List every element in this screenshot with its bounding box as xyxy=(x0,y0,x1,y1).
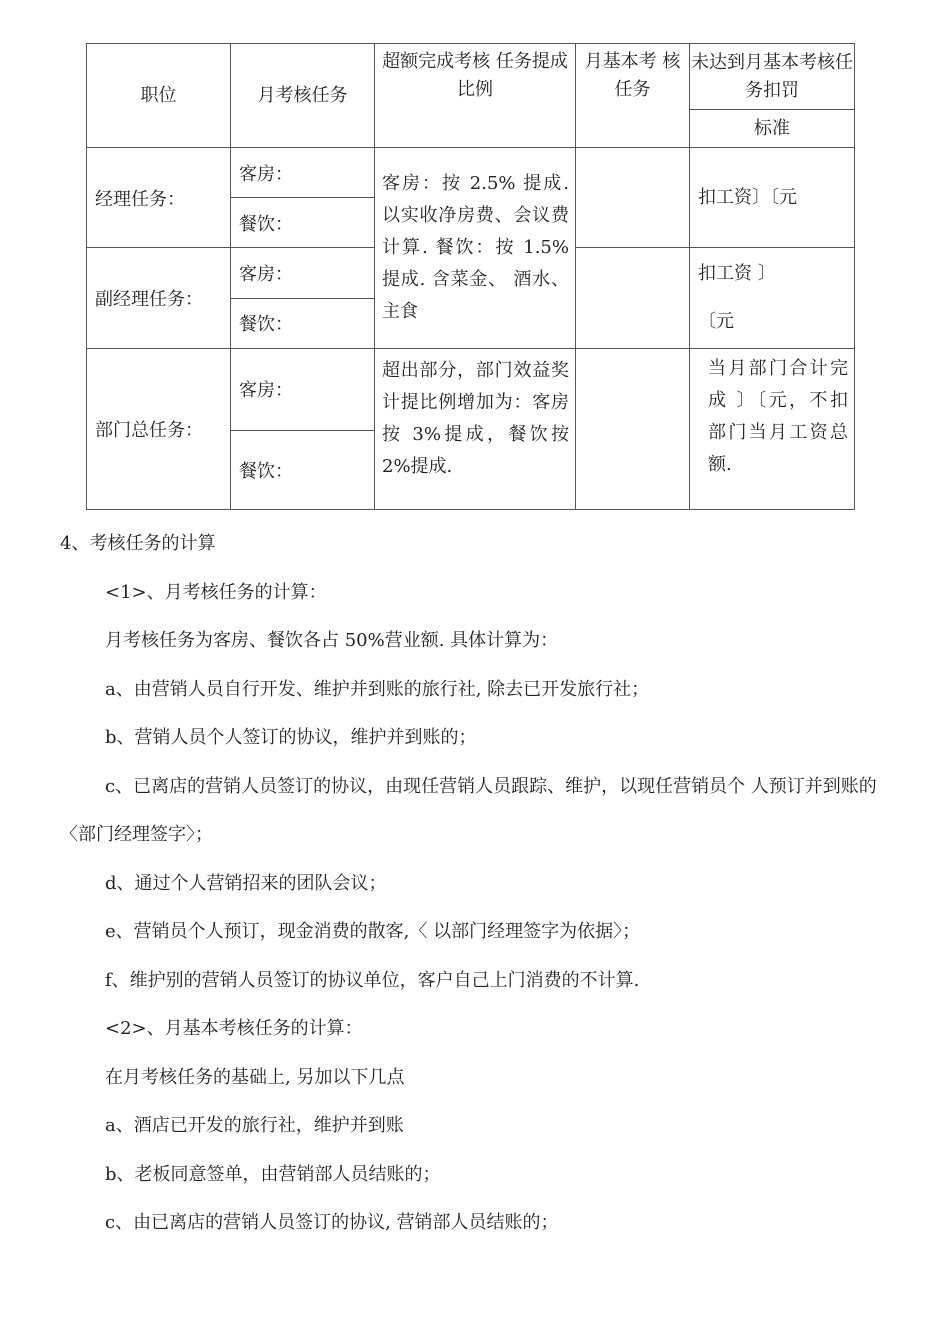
row-dept-room: 客房： xyxy=(231,348,375,430)
dept-basic-task-cell xyxy=(576,348,690,509)
header-excess-ratio: 超额完成考核 任务提成比例 xyxy=(375,44,576,148)
document-body xyxy=(60,520,900,1248)
paragraph-basic-intro: 在月考核任务的基础上, 另加以下几点 xyxy=(105,1066,405,1088)
dept-ratio-cell: 超出部分，部门效益奖计提比例增加为：客房按 3%提成，餐饮按 2%提成. xyxy=(375,348,576,509)
row-deputy-food: 餐饮： xyxy=(231,298,375,348)
dept-penalty-cell: 当月部门合计完成 〕〔元，不扣部门当月工资总额. xyxy=(690,348,855,509)
list-item-e: e、营销员个人预订，现金消费的散客,〈 以部门经理签字为依据〉； xyxy=(105,921,641,942)
list-item-b: b、营销人员个人签订的协议，维护并到账的； xyxy=(105,727,477,748)
deputy-penalty-line-1: 扣工资 〕 xyxy=(698,263,776,284)
manager-ratio-cell: 客房：按 2.5% 提成. 以实收净房费、会议费计算. 餐饮：按 1.5% 提成. 含菜金、 酒水、主食 xyxy=(375,148,576,348)
basic-item-a: a、酒店已开发的旅行社，维护并到账 xyxy=(105,1115,404,1136)
list-item-c: c、已离店的营销人员签订的协议，由现任营销人员跟踪、维护，以现任营销员个 人预订并到账的〈部门经理签字〉； xyxy=(60,775,877,845)
row-manager-room: 客房： xyxy=(231,148,375,198)
basic-item-c: c、由已离店的营销人员签订的协议, 营销部人员结账的； xyxy=(105,1212,559,1233)
header-penalty: 未达到月基本考核任务扣罚 xyxy=(690,44,855,110)
header-position: 职位 xyxy=(87,44,231,148)
deputy-penalty-line-2: 〔元 xyxy=(698,311,734,332)
header-basic-task: 月基本考 核任务 xyxy=(576,44,690,148)
basic-item-b: b、老板同意签单，由营销部人员结账的； xyxy=(105,1163,441,1185)
list-item-f: f、维护别的营销人员签订的协议单位，客户自己上门消费的不计算. xyxy=(105,969,640,991)
list-item-a: a、由营销人员自行开发、维护并到账的旅行社, 除去已开发旅行社； xyxy=(105,678,650,700)
row-manager-label: 经理任务： xyxy=(87,148,231,248)
row-dept-label: 部门总任务： xyxy=(87,348,231,509)
section-heading: 4、考核任务的计算 xyxy=(60,533,216,554)
deputy-basic-task-cell xyxy=(576,248,690,348)
paragraph-intro: 月考核任务为客房、餐饮各占 50%营业额. 具体计算为： xyxy=(105,630,559,651)
header-penalty-tail: 标准 xyxy=(690,110,855,148)
deputy-penalty-cell xyxy=(690,248,855,348)
manager-basic-task-cell xyxy=(576,148,690,248)
manager-penalty-cell: 扣工资〕〔元 xyxy=(690,148,855,248)
row-deputy-label: 副经理任务： xyxy=(87,248,231,348)
row-deputy-room: 客房： xyxy=(231,248,375,298)
subsection-heading-1: <1>、月考核任务的计算： xyxy=(105,581,327,603)
row-dept-food: 餐饮： xyxy=(231,430,375,509)
row-manager-food: 餐饮： xyxy=(231,198,375,248)
assessment-task-table xyxy=(86,43,855,510)
subsection-heading-2: <2>、月基本考核任务的计算： xyxy=(105,1018,363,1039)
list-item-d: d、通过个人营销招来的团队会议； xyxy=(105,872,387,894)
header-monthly-task: 月考核任务 xyxy=(231,44,375,148)
